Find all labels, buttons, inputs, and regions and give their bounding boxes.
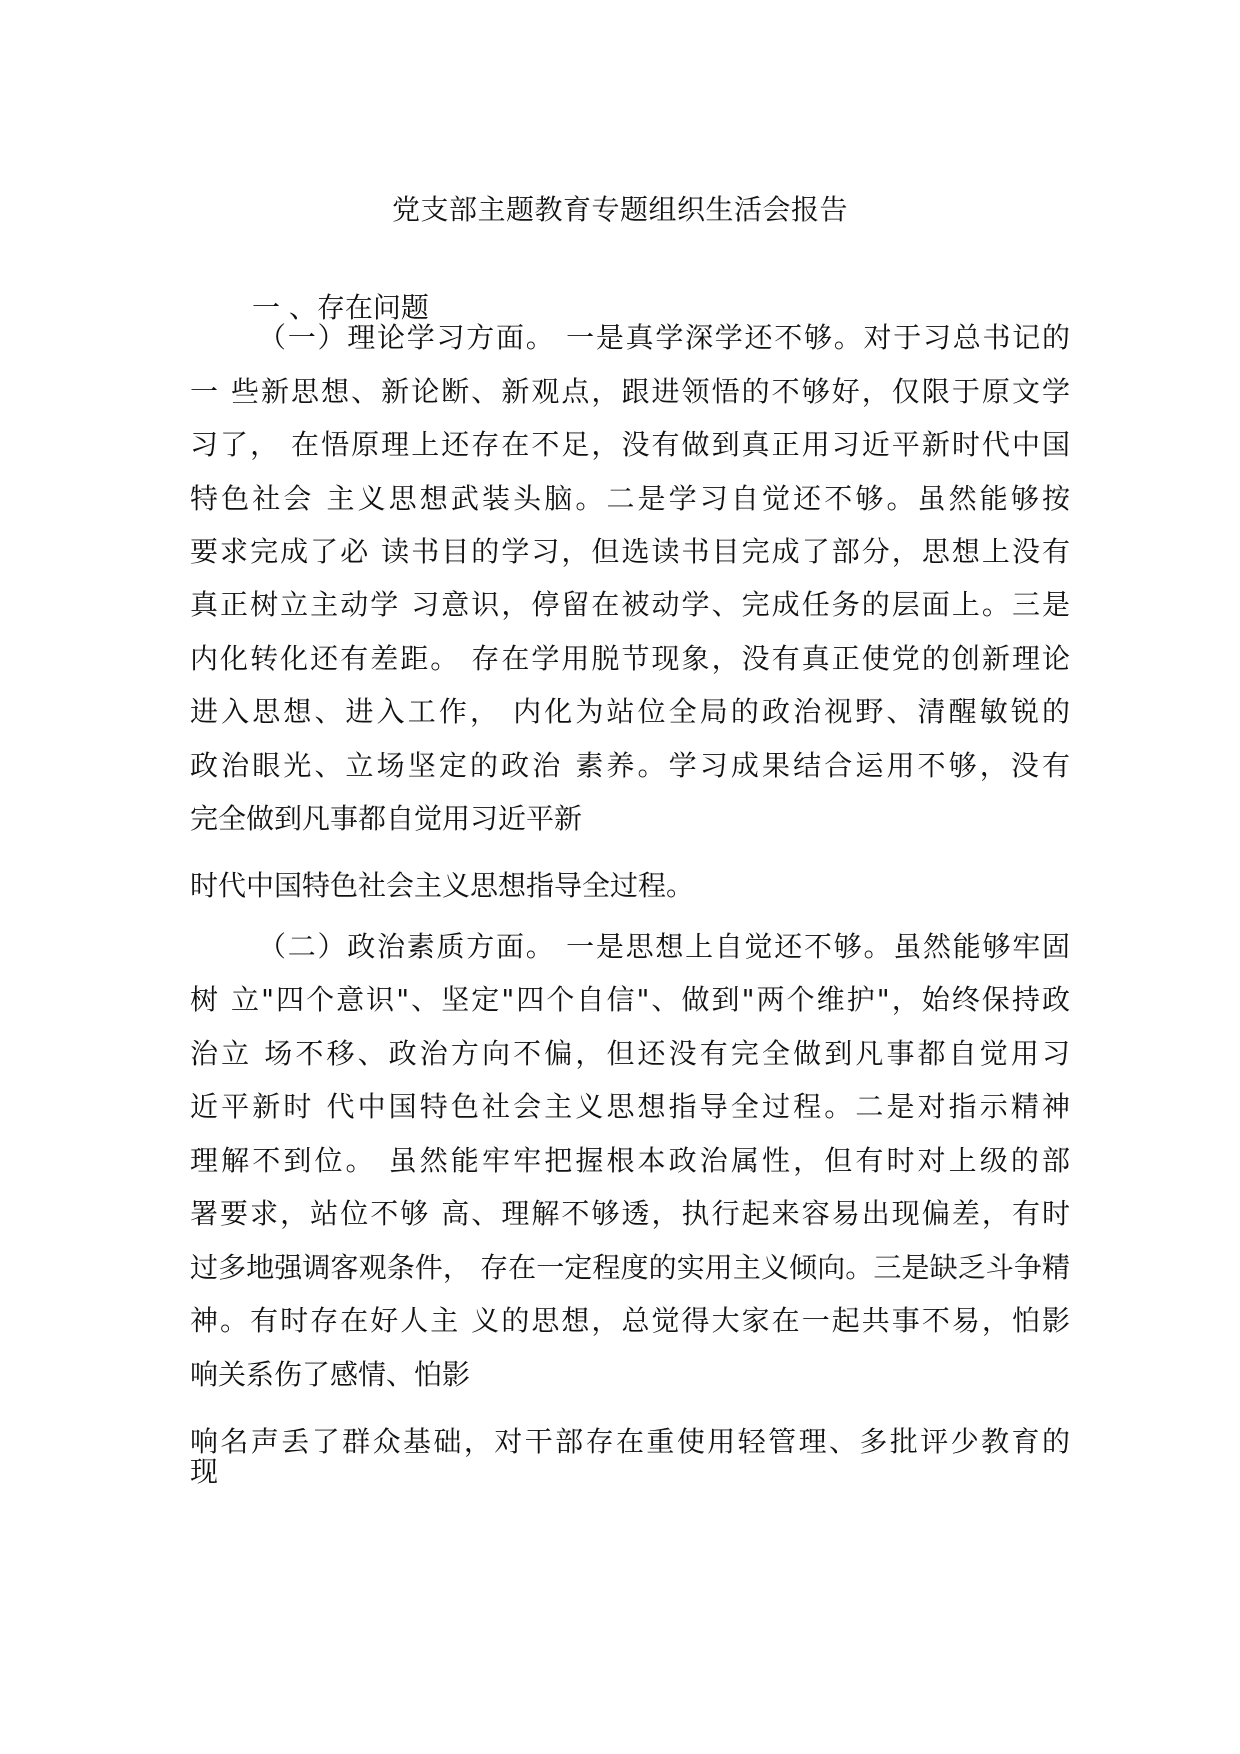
- section-heading: 一 、存在问题: [252, 291, 429, 324]
- paragraph-line: 政治眼光、立场坚定的政治 素养。学习成果结合运用不够，没有: [190, 749, 1070, 782]
- paragraph-line: 真正树立主动学 习意识，停留在被动学、完成任务的层面上。三是: [190, 588, 1070, 621]
- paragraph-line: （一）理论学习方面。 一是真学深学还不够。对于习总书记的: [258, 321, 1070, 354]
- paragraph-line: 现: [190, 1455, 219, 1488]
- paragraph-line: 要求完成了必 读书目的学习，但选读书目完成了部分，思想上没有: [190, 535, 1070, 568]
- paragraph-line: 树 立"四个意识"、坚定"四个自信"、做到"两个维护"，始终保持政: [190, 983, 1070, 1016]
- paragraph-line: 近平新时 代中国特色社会主义思想指导全过程。二是对指示精神: [190, 1090, 1070, 1123]
- paragraph-line: 完全做到凡事都自觉用习近平新: [190, 802, 583, 835]
- paragraph-line: 习了， 在悟原理上还存在不足，没有做到真正用习近平新时代中国: [190, 428, 1070, 461]
- paragraph-line: （二）政治素质方面。 一是思想上自觉还不够。虽然能够牢固: [258, 930, 1070, 963]
- paragraph-line: 理解不到位。 虽然能牢牢把握根本政治属性，但有时对上级的部: [190, 1144, 1070, 1177]
- paragraph-line: 一 些新思想、新论断、新观点，跟进领悟的不够好，仅限于原文学: [190, 375, 1070, 408]
- document-title: 党支部主题教育专题组织生活会报告: [391, 193, 848, 226]
- paragraph-line: 内化转化还有差距。 存在学用脱节现象，没有真正使党的创新理论: [190, 642, 1070, 675]
- paragraph-line: 响名声丢了群众基础，对干部存在重使用轻管理、多批评少教育的: [190, 1425, 1070, 1458]
- paragraph-line: 治立 场不移、政治方向不偏，但还没有完全做到凡事都自觉用习: [190, 1037, 1070, 1070]
- paragraph-line: 响关系伤了感情、怕影: [190, 1358, 471, 1391]
- paragraph-line: 神。有时存在好人主 义的思想，总觉得大家在一起共事不易，怕影: [190, 1304, 1070, 1337]
- paragraph-line: 特色社会 主义思想武装头脑。二是学习自觉还不够。虽然能够按: [190, 482, 1070, 515]
- paragraph-line: 署要求，站位不够 高、理解不够透，执行起来容易出现偏差，有时: [190, 1197, 1070, 1230]
- paragraph-line: 进入思想、进入工作， 内化为站位全局的政治视野、清醒敏锐的: [190, 695, 1070, 728]
- paragraph-line: 时代中国特色社会主义思想指导全过程。: [190, 869, 695, 902]
- paragraph-line: 过多地强调客观条件， 存在一定程度的实用主义倾向。三是缺乏斗争精: [190, 1251, 1070, 1284]
